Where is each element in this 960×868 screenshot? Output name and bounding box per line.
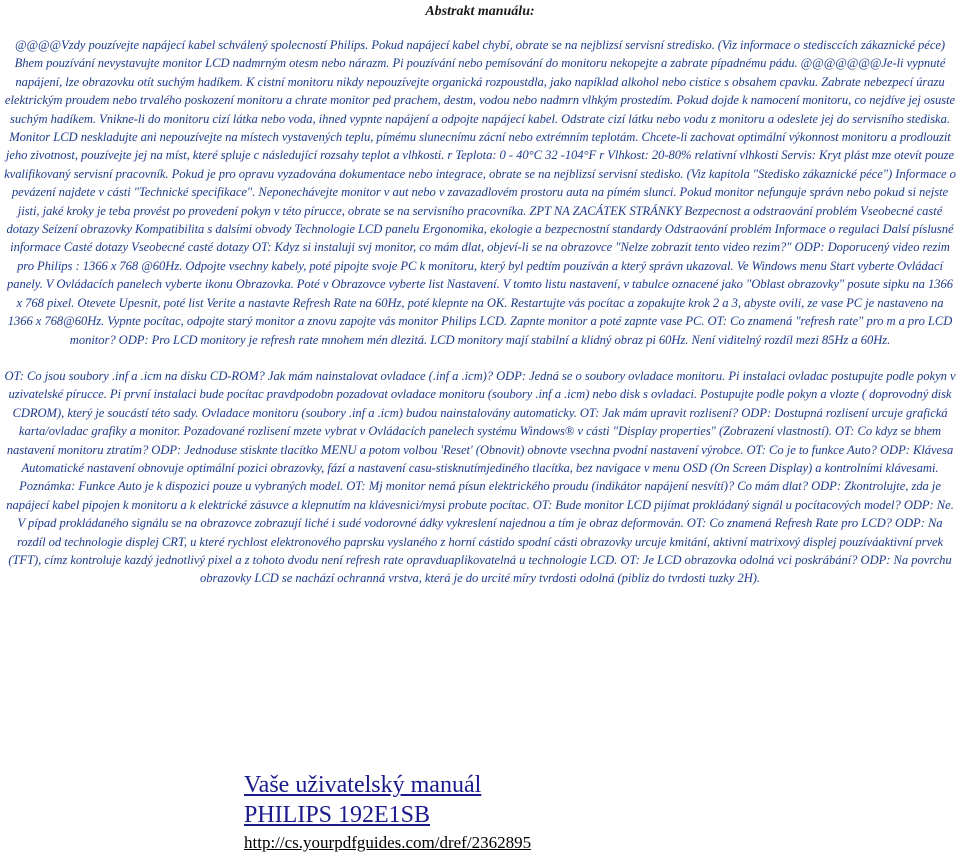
paragraph-safety-and-faq: @@@@Vzdy pouzívejte napájecí kabel schválený spolecností Philips. Pokud napájecí kabel chybí, obrate se na nejblizsí servisní stredisko. (Viz informace o stedisccích zákaznické péce) Bhem pouzívání nevystavujte monitor LCD nadmrným otesm nebo nárazm. Pi pouzívání nebo pemísování do monitoru nekopejte a zabrate pípadnému pádu. @@@@@@@Je-li vypnuté napájení, lze obrazovku otít suchým hadíkem. K cistní monitoru nikdy nepouzívejte organická rozpoustdla, jako napíklad alkohol nebo cistice s obsahem cpavku. Zabrate nebezpecí úrazu elektrickým proudem nebo trvalého poskození monitoru a chrate monitor ped prachem, destm, vodou nebo nadmrn vlhkým prostedím. Pokud dojde k namocení monitoru, co nejdíve jej osuste suchým hadíkem. Vnikne-li do monitoru cizí látka nebo voda, ihned vypnte napájení a odpojte napájecí kabel. Odstrate cizí látku nebo vodu z monitoru a odeslete jej do servisního stediska. Monitor LCD neskladujte ani nepouzívejte na místech vystavených teplu, pímému slunecnímu zácní nebo extrémním teplotám. Chcete-li zachovat optimální výkonnost monitoru a prodlouzit jeho zivotnost, pouzívejte jej na míst, které spluje c následující rozsahy teplot a vlhkosti. r Teplota: 0 - 40°C 32 -104°F r Vlhkost: 20-80% relativní vlhkosti Servis: Kryt plást mze otevít pouze kvalifikovaný servisní pracovník. Pokud je pro opravu vyzadována dokumentace nebo integrace, obrate se na nejblizsí servisní stedisko. (Viz kapitola "Stedisko zákaznické péce") Informace o pevázení najdete v cásti "Technické specifikace". Neponechávejte monitor v aut nebo v zavazadlovém prostoru auta na pímém slunci. Pokud monitor nefunguje správn nebo pokud si nejste jisti, jaké kroky je teba provést po provedení pokyn v této pírucce, obrate se na servisního pracovníka. ZPT NA ZACÁTEK STRÁNKY Bezpecnost a odstraování problém Vseobecné casté dotazy Seízení obrazovky Kompatibilita s dalsími obvody Technologie LCD panelu Ergonomika, ekologie a bezpecnostní standardy Odstraování problém Informace o regulaci Dalsí píslusné informace Casté dotazy Vseobecné casté dotazy OT: Kdyz si instaluji svj monitor, co mám dlat, objeví-li se na obrazovce "Nelze zobrazit tento video rezim?" ODP: Doporucený video rezim pro Philips : 1366 x 768 @60Hz. Odpojte vsechny kabely, poté pipojte svoje PC k monitoru, který byl pedtím pouzíván a který správn ukazoval. Ve Windows menu Start vyberte Ovládací panely. V Ovládacích panelech vyberte ikonu Obrazovka. Poté v Obrazovce vyberte list Nastavení. V tomto listu nastavení, v tabulce oznacené jako "Oblast obrazovky" posute sipku na 1366 x 768 pixel. Otevete Upesnit, poté list Verite a nastavte Refresh Rate na 60Hz, poté klepnte na OK. Restartujte vás pocítac a zopakujte krok 2 a 3, abyste ovili, ze vase PC je nastaveno na 1366 x 768@60Hz. Vypnte pocítac, odpojte starý monitor a znovu zapojte vás monitor Philips LCD. Zapnte monitor a poté zapnte vase PC. OT: Co znamená "refresh rate" pro m a pro LCD monitor? ODP: Pro LCD monitory je refresh rate mnohem mén dlezitá. LCD monitory mají stabilní a klidný obraz pi 60Hz. Není viditelný rozdíl mezi 85Hz a 60Hz. [4,38,956,347]
paragraph-faq-continued: OT: Co jsou soubory .inf a .icm na disku CD-ROM? Jak mám nainstalovat ovladace (.inf a .icm)? ODP: Jedná se o soubory ovladace monitoru. Pi instalaci ovladac postupujte podle pokyn v uzivatelské pírucce. Pi první instalaci bude pocítac pravdpodobn pozadovat ovladace monitoru (soubory .inf a .icm) nebo disk s ovladaci. Postupujte podle pokyn a vlozte ( doprovodný disk CDROM), který je soucástí této sady. Ovladace monitoru (soubory .inf a .icm) budou nainstalovány automaticky. OT: Jak mám upravit rozlisení? ODP: Dostupná rozlisení urcuje grafická karta/ovladac grafiky a monitor. Pozadované rozlisení mzete vybrat v Ovládacích panelech systému Windows® v cásti "Display properties" (Zobrazení vlastností). OT: Co kdyz se bhem nastavení monitoru ztratím? ODP: Jednoduse stisknte tlacítko MENU a potom volbou 'Reset' (Obnovit) obnovte vsechna pvodní nastavení výrobce. OT: Co je to funkce Auto? ODP: Klávesa Automatické nastavení obnovuje optimální pozici obrazovky, fází a nastavení casu-stisknutímjediného tlacítka, bez navigace v menu OSD (On Screen Display) a kontrolními klávesami. Poznámka: Funkce Auto je k dispozici pouze u vybraných model. OT: Mj monitor nemá písun elektrického proudu (indikátor napájení nesvítí)? Co mám dlat? ODP: Zkontrolujte, zda je napájecí kabel pipojen k monitoru a k elektrické zásuvce a klepnutím na klávesnici/mysi probute pocítac. OT: Bude monitor LCD pijímat prokládaný signál u pocítacových model? ODP: Ne. V pípad prokládaného signálu se na obrazovce zobrazují liché i sudé vodorovné ádky vykreslení najednou a tím je obraz deformován. OT: Co znamená Refresh Rate pro LCD? ODP: Na rozdíl od technologie displej CRT, u které rychlost elektronového paprsku vyslaného z horní cástido spodní cásti obrazovky urcuje kmitání, aktivní matrixový displej pouzíváaktivní prvek (TFT), címz kontroluje kazdý jednotlivý pixel a z tohoto dvodu není refresh rate opravduaplikovatelná u technologie LCD. OT: Je LCD obrazovka odolná vci poskrábání? ODP: Na povrchu obrazovky LCD se nachází ochranná vrstva, která je do urcité míry tvrdosti odolná (pibliz do tvrdosti tuzky 2H). [4,368,956,586]
user-manual-link[interactable]: Vaše uživatelský manuál [244,772,482,798]
product-link[interactable]: PHILIPS 192E1SB [244,802,431,828]
manual-abstract [3,36,957,588]
footer-links [244,770,744,856]
source-url-link[interactable]: http://cs.yourpdfguides.com/dref/2362895 [244,833,532,852]
page-heading: Abstrakt manuálu: [425,4,535,19]
